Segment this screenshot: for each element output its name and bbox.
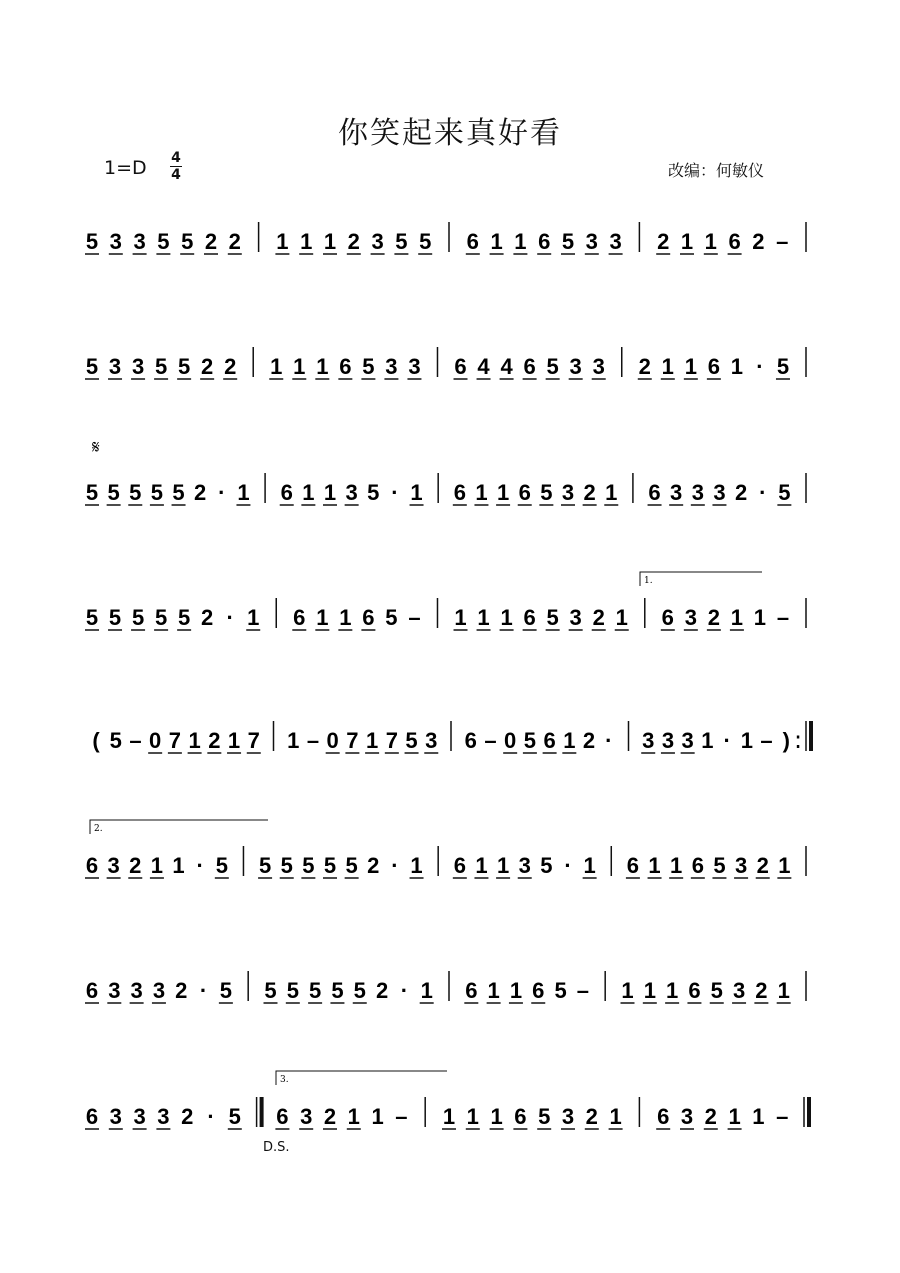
note: 6 — [453, 853, 466, 878]
note: 1 — [563, 728, 576, 753]
note: 5 — [258, 853, 272, 878]
note: 1 — [670, 853, 683, 878]
note: 1 — [410, 480, 423, 505]
note: 5 — [546, 354, 559, 379]
note: 1 — [615, 605, 628, 630]
note: 5 — [131, 605, 145, 630]
volta-1-bracket-label: 1. — [644, 576, 653, 586]
note: 2 — [204, 229, 218, 254]
note: 5 — [286, 978, 299, 1003]
note: 1 — [777, 978, 790, 1003]
note: 1 — [442, 1104, 456, 1129]
note: 3 — [561, 1104, 575, 1129]
note: 5 — [778, 480, 791, 505]
note: 5 — [776, 354, 790, 379]
note: 1 — [365, 728, 379, 753]
note: 5 — [178, 354, 191, 379]
note: 3 — [371, 229, 384, 254]
ds-marking: D.S. — [263, 1140, 290, 1155]
note: 2 — [129, 853, 142, 878]
note: 6 — [454, 354, 467, 379]
time-signature-top: 4 — [171, 150, 181, 166]
note: 5 — [540, 853, 553, 878]
note: 2 — [734, 480, 748, 505]
arranger-credit: 改编：何敏仪 — [668, 161, 765, 180]
note: 1 — [704, 229, 717, 254]
volta-2-bracket-label: 2. — [94, 824, 103, 834]
note: 6 — [543, 728, 556, 753]
note: 3 — [569, 605, 582, 630]
note: 3 — [108, 978, 121, 1003]
note: 1 — [227, 728, 241, 753]
note: 3 — [609, 229, 622, 254]
note: 2 — [201, 354, 214, 379]
note: 3 — [670, 480, 683, 505]
note: 2 — [323, 1104, 337, 1129]
note: 1 — [583, 853, 596, 878]
note: 5 — [154, 605, 168, 630]
note: 3 — [345, 480, 358, 505]
note: 2 — [224, 354, 237, 379]
note: 2 — [228, 229, 241, 254]
note: ( — [92, 728, 100, 753]
note: 6 — [688, 978, 701, 1003]
note: 1 — [188, 728, 201, 753]
note: 6 — [453, 480, 466, 505]
note: 7 — [168, 728, 182, 753]
note: 7 — [385, 728, 398, 753]
note: 5 — [362, 354, 375, 379]
note: 3 — [732, 978, 746, 1003]
note: – — [776, 229, 789, 254]
note: 1 — [643, 978, 656, 1003]
note: 1 — [420, 978, 433, 1003]
note: 1 — [728, 1104, 741, 1129]
note: 5 — [264, 978, 277, 1003]
note: 3 — [133, 229, 146, 254]
note: 7 — [247, 728, 260, 753]
note: · — [196, 853, 204, 878]
note: – — [129, 728, 142, 753]
note: 3 — [734, 853, 748, 878]
note: – — [306, 728, 320, 753]
note: 6 — [280, 480, 293, 505]
note: 4 — [477, 354, 490, 379]
repeat-dots: : — [793, 726, 803, 754]
note: 6 — [518, 480, 531, 505]
note: 3 — [691, 480, 704, 505]
note: 5 — [181, 229, 194, 254]
note: 1 — [496, 853, 510, 878]
note: 6 — [466, 229, 479, 254]
note: 6 — [465, 978, 478, 1003]
note: · — [218, 480, 226, 505]
note: · — [391, 853, 399, 878]
note: 2 — [638, 354, 651, 379]
note: 5 — [280, 853, 293, 878]
volta-3-bracket-label: 3. — [280, 1075, 289, 1085]
note: 2 — [704, 1104, 717, 1129]
note: · — [199, 978, 208, 1003]
note: 3 — [131, 354, 145, 379]
note: 5 — [554, 978, 567, 1003]
note: 2 — [755, 978, 768, 1003]
note: 0 — [149, 728, 162, 753]
note: 3 — [684, 605, 697, 630]
note: 5 — [302, 853, 315, 878]
note: 5 — [345, 853, 358, 878]
note: 6 — [339, 354, 352, 379]
note: 2 — [707, 605, 720, 630]
note: 2 — [181, 1104, 194, 1129]
volta-1-bracket — [640, 572, 762, 586]
note: – — [760, 728, 773, 753]
note: 6 — [728, 229, 741, 254]
note: 1 — [270, 354, 283, 379]
note: – — [484, 728, 497, 753]
note: 4 — [500, 354, 513, 379]
note: 1 — [410, 853, 423, 878]
note: 6 — [657, 1104, 670, 1129]
note: 5 — [540, 480, 553, 505]
note: 1 — [323, 480, 337, 505]
note: 5 — [108, 605, 122, 630]
note: 6 — [85, 1104, 99, 1129]
note: 5 — [107, 480, 120, 505]
note: 3 — [518, 853, 531, 878]
note: 1 — [347, 1104, 360, 1129]
note: 5 — [154, 354, 168, 379]
note: – — [576, 978, 589, 1003]
note: · — [400, 978, 409, 1003]
note: 1 — [621, 978, 634, 1003]
note: · — [759, 480, 767, 505]
note: 5 — [215, 853, 228, 878]
note: 1 — [150, 853, 164, 878]
note: 1 — [740, 728, 753, 753]
note: 1 — [316, 605, 329, 630]
note: 1 — [323, 229, 337, 254]
note: 3 — [425, 728, 438, 753]
note: 6 — [661, 605, 674, 630]
note: 0 — [504, 728, 517, 753]
note: 5 — [523, 728, 537, 753]
note: 2 — [375, 978, 389, 1003]
note: 1 — [316, 354, 329, 379]
note: – — [408, 605, 421, 630]
note: 5 — [228, 1104, 241, 1129]
note: 2 — [752, 229, 765, 254]
note: 1 — [490, 229, 503, 254]
note: 1 — [605, 480, 618, 505]
note: 0 — [326, 728, 339, 753]
note: 3 — [133, 1104, 146, 1129]
note: 6 — [532, 978, 545, 1003]
note: 6 — [293, 605, 306, 630]
note: 3 — [107, 853, 120, 878]
note: 5 — [710, 978, 723, 1003]
note: 1 — [276, 229, 289, 254]
note: 6 — [362, 605, 375, 630]
note: 6 — [648, 480, 661, 505]
note: 1 — [466, 1104, 479, 1129]
note: · — [391, 480, 399, 505]
note: 2 — [756, 853, 769, 878]
note: 5 — [85, 354, 99, 379]
note: – — [395, 1104, 408, 1129]
note: · — [723, 728, 731, 753]
note: 5 — [385, 605, 398, 630]
note: 1 — [293, 354, 306, 379]
note: 1 — [302, 480, 315, 505]
note: 6 — [276, 1104, 289, 1129]
note: 1 — [287, 728, 300, 753]
note: 1 — [730, 605, 744, 630]
note: 6 — [523, 605, 536, 630]
note: 6 — [514, 1104, 527, 1129]
note: 5 — [419, 229, 432, 254]
note: 1 — [701, 728, 714, 753]
note: · — [564, 853, 572, 878]
note: 2 — [583, 480, 596, 505]
note: 5 — [178, 605, 191, 630]
note: 3 — [569, 354, 582, 379]
note: 1 — [339, 605, 352, 630]
note: 1 — [496, 480, 510, 505]
note: 2 — [657, 229, 670, 254]
note: 2 — [208, 728, 221, 753]
note: 1 — [247, 605, 260, 630]
note: 3 — [108, 354, 122, 379]
note: 3 — [385, 354, 398, 379]
note: 6 — [626, 853, 640, 878]
note: 3 — [585, 229, 598, 254]
note: 2 — [347, 229, 360, 254]
volta-2-bracket — [90, 820, 268, 834]
note: 6 — [691, 853, 704, 878]
note: 5 — [353, 978, 366, 1003]
note: 1 — [487, 978, 500, 1003]
note: 5 — [85, 229, 99, 254]
note: 2 — [585, 1104, 598, 1129]
note: 5 — [367, 480, 380, 505]
note: 1 — [648, 853, 661, 878]
note: 3 — [661, 728, 675, 753]
note: 6 — [538, 229, 551, 254]
note: 6 — [707, 354, 720, 379]
note: · — [226, 605, 234, 630]
key-signature: 1=D — [104, 157, 147, 179]
note: 5 — [331, 978, 344, 1003]
note: 1 — [753, 605, 767, 630]
note: 1 — [454, 605, 467, 630]
note: 3 — [300, 1104, 313, 1129]
note: 1 — [666, 978, 679, 1003]
note: 3 — [642, 728, 655, 753]
note: 3 — [713, 480, 726, 505]
note: 2 — [175, 978, 188, 1003]
note: 2 — [194, 480, 207, 505]
note: 5 — [309, 978, 322, 1003]
note: 1 — [680, 229, 694, 254]
note: 5 — [546, 605, 559, 630]
note: 1 — [172, 853, 185, 878]
note: 5 — [85, 605, 99, 630]
note: 3 — [130, 978, 143, 1003]
note: 1 — [237, 480, 250, 505]
note: 1 — [752, 1104, 765, 1129]
note: 5 — [150, 480, 164, 505]
note: 3 — [681, 728, 694, 753]
note: 1 — [609, 1104, 622, 1129]
note: ) — [782, 728, 790, 753]
note: 5 — [109, 728, 122, 753]
note: 1 — [475, 853, 488, 878]
note: 3 — [152, 978, 166, 1003]
note: 1 — [509, 978, 523, 1003]
note: 1 — [475, 480, 488, 505]
note: 1 — [500, 605, 513, 630]
note: 3 — [109, 229, 122, 254]
note: 5 — [85, 480, 99, 505]
volta-3-bracket — [276, 1071, 447, 1085]
note: 5 — [129, 480, 142, 505]
note: 5 — [405, 728, 418, 753]
note: · — [605, 728, 613, 753]
note: · — [756, 354, 764, 379]
note: 5 — [713, 853, 726, 878]
note: 2 — [201, 605, 214, 630]
note: 2 — [367, 853, 380, 878]
song-title: 你笑起来真好看 — [338, 116, 562, 151]
note: 5 — [538, 1104, 551, 1129]
note: 1 — [490, 1104, 503, 1129]
time-signature-bottom: 4 — [171, 167, 181, 183]
note: 6 — [464, 728, 477, 753]
note: – — [776, 1104, 789, 1129]
note: 1 — [778, 853, 791, 878]
note: 1 — [684, 354, 697, 379]
note: 1 — [371, 1104, 384, 1129]
note: 3 — [561, 480, 575, 505]
note: 6 — [523, 354, 536, 379]
note: 1 — [514, 229, 527, 254]
note: 3 — [680, 1104, 694, 1129]
note: 1 — [300, 229, 313, 254]
note: 1 — [477, 605, 490, 630]
note: 7 — [346, 728, 359, 753]
note: 6 — [85, 853, 99, 878]
note: 5 — [157, 229, 170, 254]
note: 5 — [323, 853, 337, 878]
note: 3 — [157, 1104, 170, 1129]
note: – — [776, 605, 790, 630]
note: 6 — [85, 978, 99, 1003]
note: 2 — [592, 605, 605, 630]
note: 5 — [395, 229, 408, 254]
note: 5 — [172, 480, 185, 505]
note: 3 — [109, 1104, 122, 1129]
note: 1 — [730, 354, 744, 379]
note: 5 — [219, 978, 232, 1003]
segno-icon: 𝄋 — [92, 437, 100, 458]
note: 3 — [408, 354, 421, 379]
note: 5 — [561, 229, 575, 254]
note: 3 — [592, 354, 605, 379]
note: 2 — [582, 728, 596, 753]
note: 1 — [661, 354, 674, 379]
note: · — [207, 1104, 215, 1129]
